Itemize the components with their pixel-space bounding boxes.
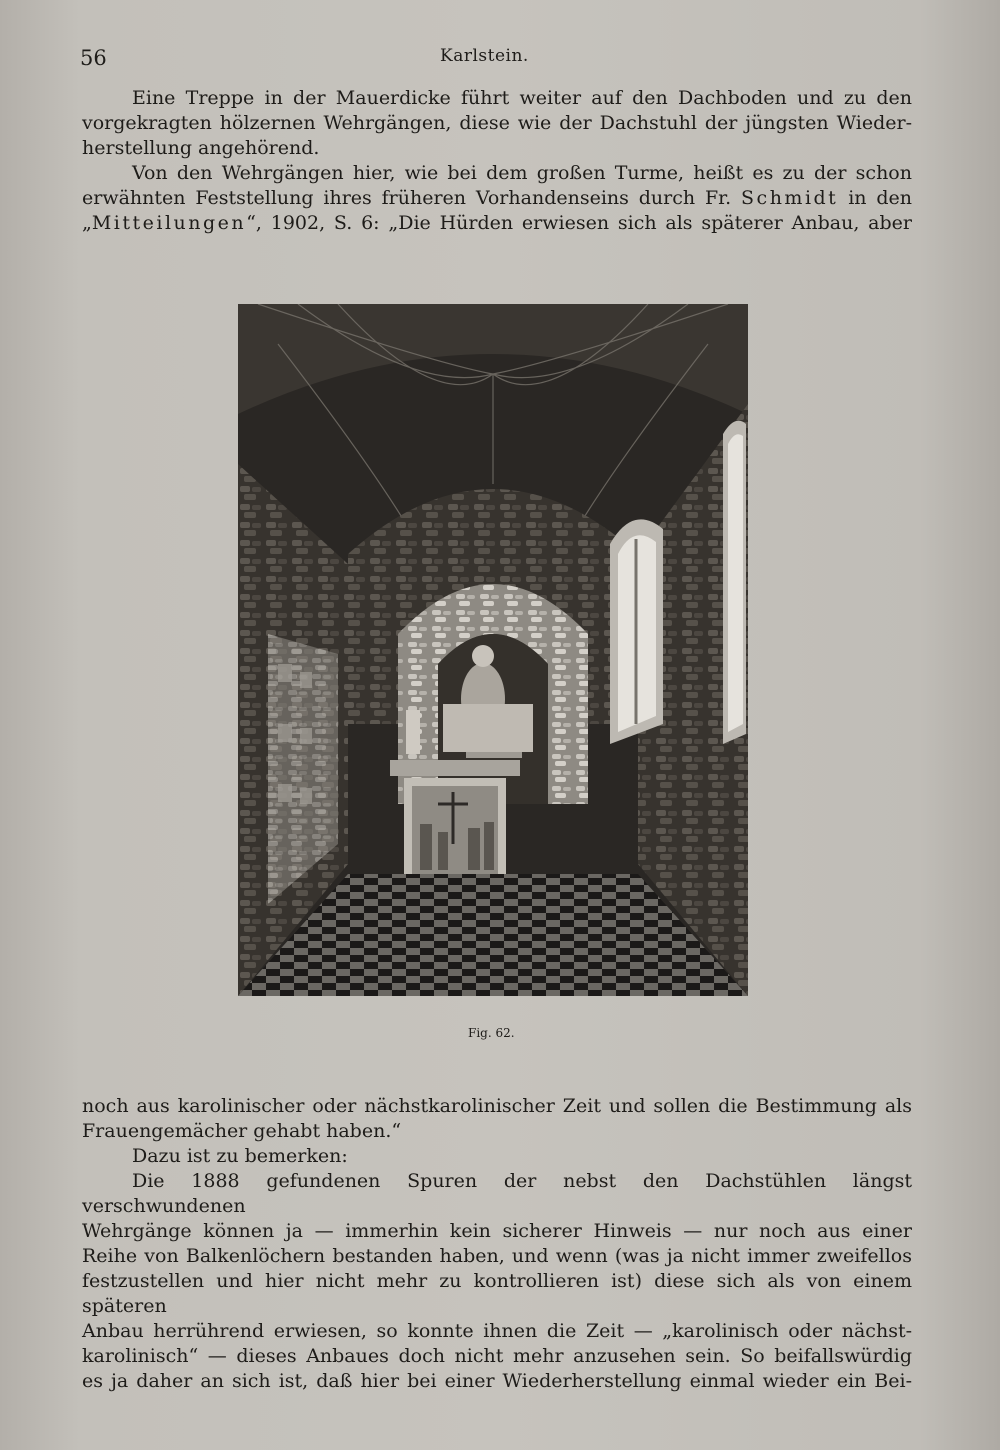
journal-name: Mitteilungen bbox=[91, 212, 247, 234]
text-run: erwähnten Feststellung ihres früheren Vorhandenseins durch Fr. bbox=[82, 187, 732, 209]
text-run: “, 1902, S. 6: „Die Hürden erwiesen sich als späterer Anbau, aber bbox=[246, 212, 912, 234]
text-line: Von den Wehrgängen hier, wie bei dem großen Turme, heißt es zu der schon bbox=[132, 162, 912, 184]
text-line: karolinisch“ — dieses Anbaues doch nicht mehr anzusehen sein. So beifallswürdig bbox=[82, 1345, 912, 1367]
chapel-engraving bbox=[238, 304, 748, 996]
text-line bbox=[82, 186, 912, 211]
text-line: Eine Treppe in der Mauerdicke führt weiter auf den Dachboden und zu den bbox=[132, 87, 912, 109]
text-line bbox=[82, 211, 912, 236]
upper-text bbox=[82, 86, 912, 236]
running-head: Karlstein. bbox=[440, 46, 529, 66]
figure-caption: Fig. 62. bbox=[468, 1026, 515, 1040]
text-line: Dazu ist zu bemerken: bbox=[132, 1145, 348, 1167]
chapel-illustration bbox=[238, 304, 748, 996]
text-line: Die 1888 gefundenen Spuren der nebst den Dachstühlen längst verschwundenen bbox=[82, 1170, 912, 1217]
text-run: in den bbox=[848, 187, 912, 209]
text-line: herstellung angehörend. bbox=[82, 137, 320, 159]
text-line: Frauengemächer gehabt haben.“ bbox=[82, 1120, 402, 1142]
text-run: „ bbox=[82, 212, 92, 234]
author-name: Schmidt bbox=[741, 187, 839, 209]
text-line: Reihe von Balkenlöchern bestanden haben, und wenn (was ja nicht immer zweifellos bbox=[82, 1245, 912, 1267]
text-line: es ja daher an sich ist, daß hier bei einer Wiederherstellung einmal wieder ein Bei- bbox=[82, 1370, 912, 1392]
text-line: vorgekragten hölzernen Wehrgängen, diese wie der Dachstuhl der jüngsten Wieder- bbox=[82, 112, 912, 134]
lower-text bbox=[82, 1094, 912, 1394]
text-line: Wehrgänge können ja — immerhin kein sicherer Hinweis — nur noch aus einer bbox=[82, 1220, 912, 1242]
text-line: noch aus karolinischer oder nächstkarolinischer Zeit und sollen die Bestimmung als bbox=[82, 1095, 912, 1117]
text-line: festzustellen und hier nicht mehr zu kontrollieren ist) diese sich als von einem späteren bbox=[82, 1270, 912, 1317]
page-number: 56 bbox=[80, 46, 107, 70]
text-line: Anbau herrührend erwiesen, so konnte ihnen die Zeit — „karolinisch oder nächst- bbox=[82, 1320, 912, 1342]
